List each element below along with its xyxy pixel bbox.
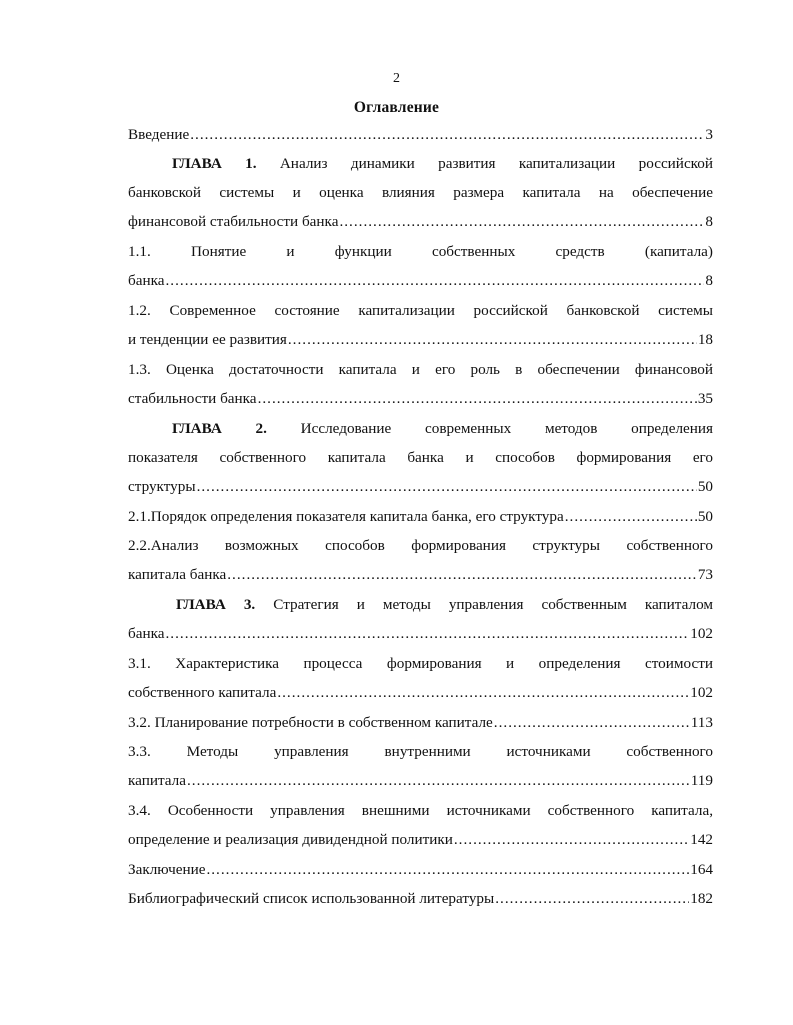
dot-leader	[494, 712, 690, 734]
dot-leader	[166, 270, 705, 292]
toc-entry-text: банка	[128, 625, 165, 642]
toc-section-1-3-line-2	[128, 388, 713, 410]
toc-section-3-1-line-1: 3.1. Характеристика процесса формирования и определения стоимости	[128, 655, 713, 672]
chapter-title-part: Стратегия и методы управления собственным капиталом	[273, 596, 713, 613]
toc-page-number: 8	[705, 213, 713, 230]
chapter-title-part: Исследование современных методов определения	[300, 420, 713, 437]
toc-section-1-1-line-2	[128, 270, 713, 292]
dot-leader	[288, 329, 697, 351]
chapter-label: ГЛАВА 2.	[172, 420, 267, 437]
toc-entry-conclusion	[128, 859, 713, 881]
chapter-title-part: Анализ динамики развития капитализации российской	[279, 155, 713, 172]
toc-section-1-2-line-2	[128, 329, 713, 351]
toc-entry-text: собственного капитала	[128, 684, 277, 701]
toc-section-3-4-line-2	[128, 829, 713, 851]
toc-page-number: 119	[690, 772, 713, 789]
toc-section-2-1	[128, 506, 713, 528]
dot-leader	[227, 564, 697, 586]
toc-page-number: 73	[697, 566, 713, 583]
dot-leader	[197, 476, 697, 498]
toc-section-1-3-line-1: 1.3. Оценка достаточности капитала и его роль в обеспечении финансовой	[128, 361, 713, 378]
dot-leader	[206, 859, 689, 881]
dot-leader	[166, 623, 690, 645]
toc-entry-text: капитала банка	[128, 566, 227, 583]
toc-entry-text: 3.2. Планирование потребности в собственном капитале	[128, 714, 493, 731]
toc-chapter-1-line-3	[128, 211, 713, 233]
toc-entry-text: финансовой стабильности банка	[128, 213, 339, 230]
toc-chapter-3-line-1	[176, 594, 713, 616]
toc-page-number: 18	[697, 331, 713, 348]
toc-page-number: 182	[690, 890, 713, 907]
toc-page-number: 113	[690, 714, 713, 731]
toc-page-number: 164	[690, 861, 713, 878]
toc-chapter-2-line-3	[128, 476, 713, 498]
toc-page-number: 102	[690, 625, 713, 642]
dot-leader	[565, 506, 697, 528]
dot-leader	[495, 888, 689, 910]
toc-entry-text: стабильности банка	[128, 390, 257, 407]
toc-section-2-2-line-2	[128, 564, 713, 586]
toc-entry-text: Введение	[128, 126, 190, 143]
toc-entry-bibliography	[128, 888, 713, 910]
dot-leader	[339, 211, 704, 233]
toc-section-3-4-line-1: 3.4. Особенности управления внешними источниками собственного капитала,	[128, 802, 713, 819]
page-title: Оглавление	[353, 99, 440, 116]
toc-chapter-1-line-1	[172, 153, 713, 175]
toc-entry-text: и тенденции ее развития	[128, 331, 287, 348]
toc-chapter-2-line-1	[172, 418, 713, 440]
chapter-label: ГЛАВА 3.	[176, 596, 256, 613]
toc-chapter-1-line-2: банковской системы и оценка влияния размера капитала на обеспечение	[128, 184, 713, 201]
toc-entry-text: Библиографический список использованной литературы	[128, 890, 495, 907]
toc-chapter-3-line-2	[128, 623, 713, 645]
dot-leader	[258, 388, 697, 410]
toc-chapter-2-line-2: показателя собственного капитала банка и способов формирования его	[128, 449, 713, 466]
toc-entry-text: Заключение	[128, 861, 206, 878]
toc-page-number: 102	[690, 684, 713, 701]
dot-leader	[277, 682, 689, 704]
toc-section-3-3-line-1: 3.3. Методы управления внутренними источниками собственного	[128, 743, 713, 760]
toc-section-1-2-line-1: 1.2. Современное состояние капитализации российской банковской системы	[128, 302, 713, 319]
toc-entry-text: 2.1.Порядок определения показателя капитала банка, его структура	[128, 508, 564, 525]
toc-entry-intro	[128, 124, 713, 146]
toc-entry-text: капитала	[128, 772, 186, 789]
toc-entry-text: структуры	[128, 478, 196, 495]
toc-page-number: 3	[705, 126, 713, 143]
toc-page-number: 50	[697, 508, 713, 525]
toc-page-number: 8	[705, 272, 713, 289]
toc-section-3-2	[128, 712, 713, 734]
toc-section-3-1-line-2	[128, 682, 713, 704]
toc-section-3-3-line-2	[128, 770, 713, 792]
dot-leader	[190, 124, 704, 146]
page-number: 2	[393, 71, 400, 86]
dot-leader	[454, 829, 689, 851]
toc-page-number: 35	[697, 390, 713, 407]
dot-leader	[187, 770, 690, 792]
toc-entry-text: определение и реализация дивидендной политики	[128, 831, 453, 848]
toc-page-number: 142	[690, 831, 713, 848]
toc-entry-text: банка	[128, 272, 165, 289]
chapter-label: ГЛАВА 1.	[172, 155, 257, 172]
toc-page-number: 50	[697, 478, 713, 495]
toc-section-2-2-line-1: 2.2.Анализ возможных способов формирования структуры собственного	[128, 537, 713, 554]
toc-section-1-1-line-1: 1.1. Понятие и функции собственных средств (капитала)	[128, 243, 713, 260]
